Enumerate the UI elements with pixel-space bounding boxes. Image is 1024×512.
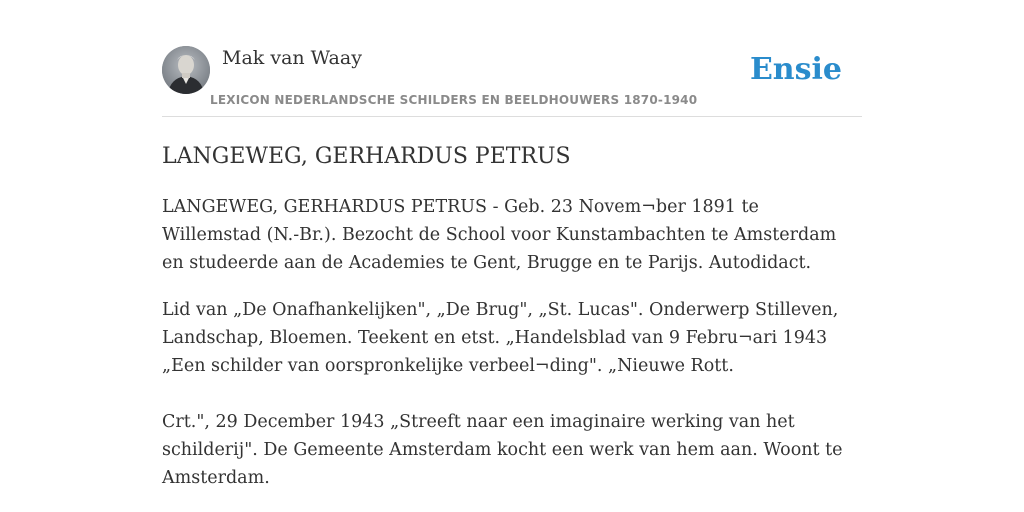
portrait-photo-icon xyxy=(162,46,210,94)
brand-logo[interactable]: Ensie xyxy=(749,52,842,87)
article-paragraph: Crt.", 29 December 1943 „Streeft naar een imaginaire werking van het schilderij". De Gemeente Amsterdam kocht een werk van hem aan. Woont te Amsterdam. xyxy=(162,412,843,488)
article-paragraph: Lid van „De Onafhankelijken", „De Brug", „St. Lucas". Onderwerp Stilleven, Landschap, Bloemen. Teekent en etst. „Handelsblad van 9 Febru¬ari 1943 „Een schilder van oorspronkelijke verbeel¬ding". „Nieuwe Rott. xyxy=(162,300,839,376)
article-title: LANGEWEG, GERHARDUS PETRUS xyxy=(162,144,571,169)
article-paragraph: LANGEWEG, GERHARDUS PETRUS - Geb. 23 Novem¬ber 1891 te Willemstad (N.-Br.). Bezocht de School voor Kunstambachten te Amsterdam en studeerde aan de Academies te Gent, Brugge en te Parijs. Autodidact. xyxy=(162,197,837,273)
author-avatar[interactable] xyxy=(162,46,210,94)
article-header xyxy=(162,46,862,117)
article-page xyxy=(162,46,862,492)
source-title[interactable]: LEXICON NEDERLANDSCHE SCHILDERS EN BEELDHOUWERS 1870-1940 xyxy=(210,93,698,107)
article-body xyxy=(162,193,862,492)
author-name[interactable]: Mak van Waay xyxy=(222,47,362,69)
